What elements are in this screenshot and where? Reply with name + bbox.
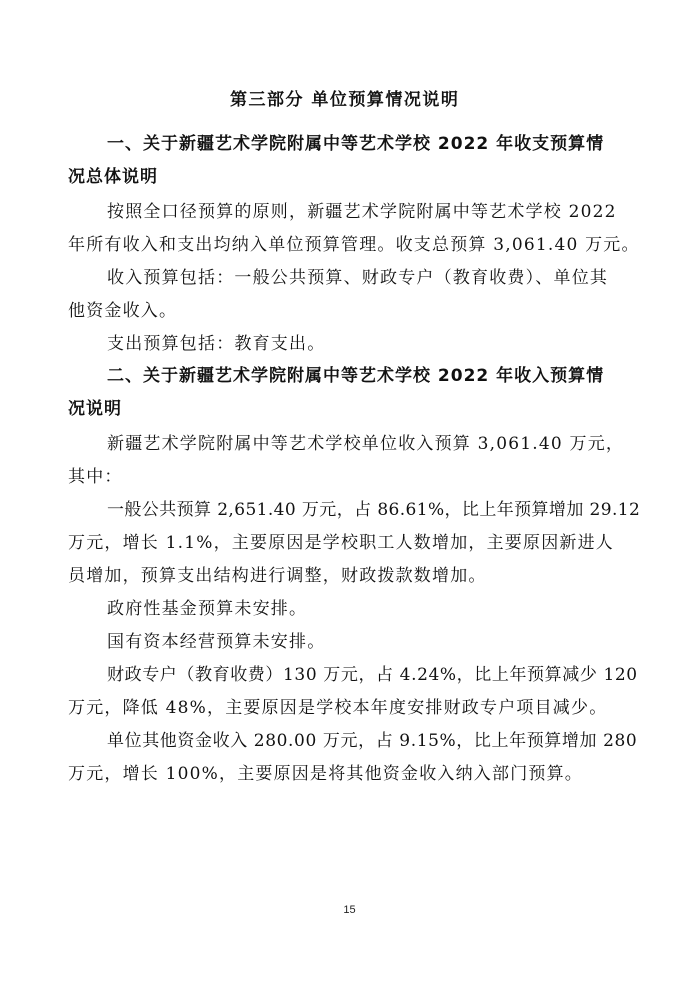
section2-para6-line2: 万元，增长 100%，主要原因是将其他资金收入纳入部门预算。 (68, 764, 584, 784)
section1-para1-line2: 年所有收入和支出均纳入单位预算管理。收支总预算 3,061.40 万元。 (68, 235, 640, 255)
section2-para5-line1: 财政专户（教育收费）130 万元，占 4.24%，比上年预算减少 120 (107, 665, 638, 685)
section2-heading-line1: 二、关于新疆艺术学院附属中等艺术学校 2022 年收入预算情 (107, 366, 605, 386)
section2-para1-line1: 新疆艺术学院附属中等艺术学校单位收入预算 3,061.40 万元， (107, 434, 625, 454)
section2-para1-line2: 其中： (68, 467, 123, 487)
section1-para3-line1: 支出预算包括：教育支出。 (107, 334, 326, 354)
section1-para2-line2: 他资金收入。 (68, 301, 178, 321)
page-number: 15 (343, 904, 356, 916)
section2-para4-line1: 国有资本经营预算未安排。 (107, 632, 326, 652)
section2-para6-line1: 单位其他资金收入 280.00 万元，占 9.15%，比上年预算增加 280 (107, 731, 638, 751)
page-title: 第三部分 单位预算情况说明 (230, 90, 460, 110)
section1-para2-line1: 收入预算包括：一般公共预算、财政专户（教育收费）、单位其 (107, 268, 609, 288)
section2-para2-line1: 一般公共预算 2,651.40 万元，占 86.61%，比上年预算增加 29.12 (107, 500, 641, 520)
section1-heading-line1: 一、关于新疆艺术学院附属中等艺术学校 2022 年收支预算情 (107, 134, 605, 154)
section1-heading-line2: 况总体说明 (68, 167, 158, 187)
section1-para1-line1: 按照全口径预算的原则，新疆艺术学院附属中等艺术学校 2022 (107, 202, 617, 222)
section2-para2-line2: 万元，增长 1.1%，主要原因是学校职工人数增加，主要原因新进人 (68, 533, 614, 553)
section2-para3-line1: 政府性基金预算未安排。 (107, 599, 308, 619)
section2-heading-line2: 况说明 (68, 399, 122, 419)
section2-para5-line2: 万元，降低 48%，主要原因是学校本年度安排财政专户项目减少。 (68, 698, 608, 718)
section2-para2-line3: 员增加，预算支出结构进行调整，财政拨款数增加。 (68, 566, 487, 586)
